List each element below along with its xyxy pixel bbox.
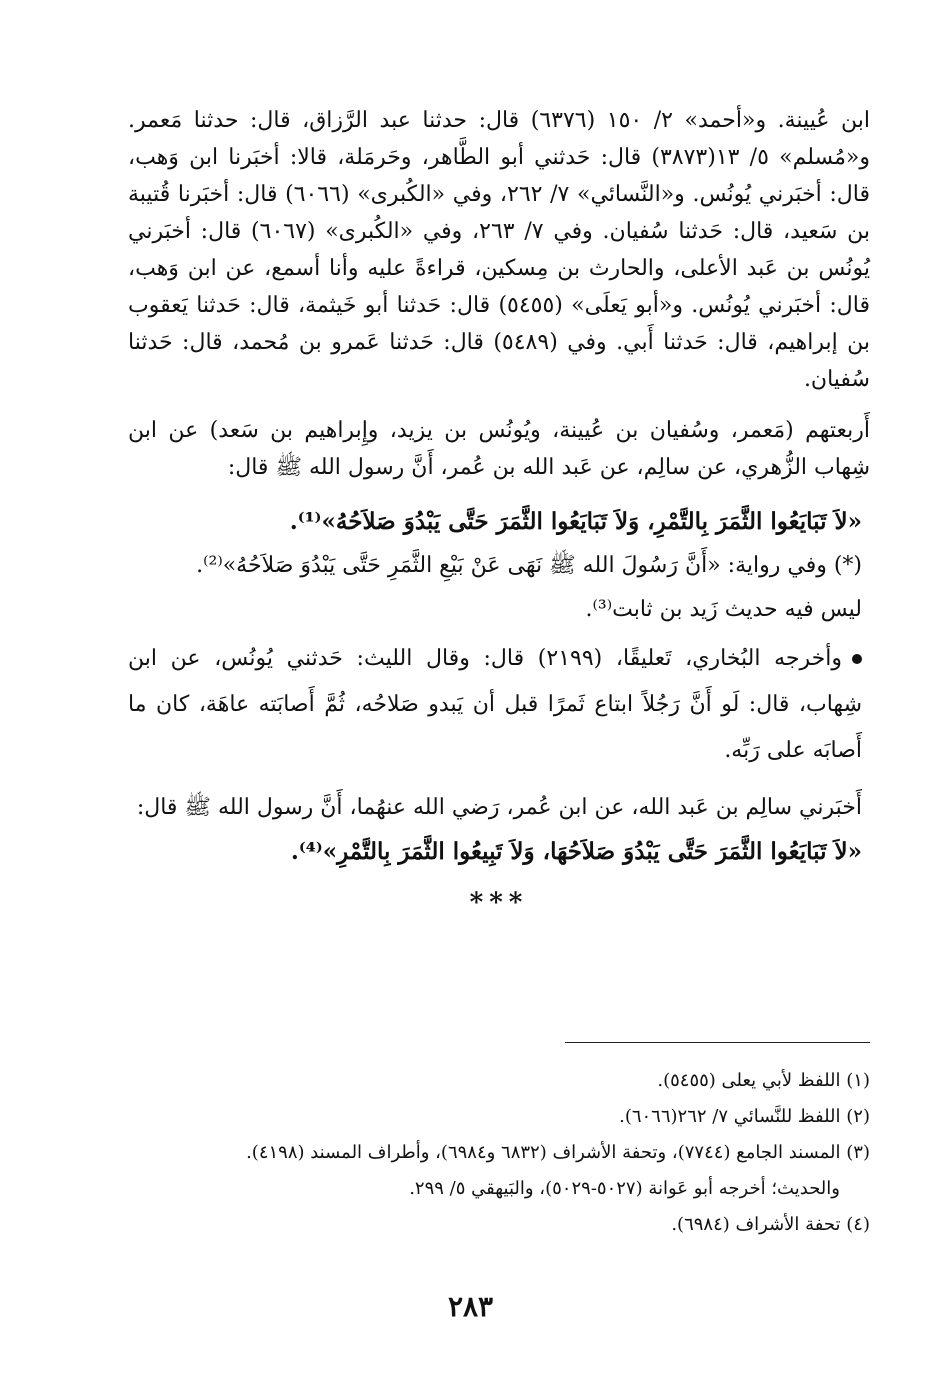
- bukhari-text: وأخرجه البُخاري، تَعليقًا، (٢١٩٩) قال: وقال الليث: حَدثني يُونُس، عن ابن شِهاب، قال: لَو أَنَّ رَجُلاً ابتاع ثَمرًا قبل أن يَبدو صَلاحُه، ثُمَّ أَصابَته عاهَة، كان ما أَصابَه على رَبِّه.: [128, 646, 862, 763]
- isnad-paragraph: ابن عُيينة. و«أحمد» ٢/ ١٥٠ (٦٣٧٦) قال: حدثنا عبد الرَّزاق، قال: حدثنا مَعمر. و«مُسلم» ٥/ ١٣(٣٨٧٣) قال: حَدثني أبو الطَّاهر، وحَرمَلة، قالا: أخبَرنا ابن وَهب، قال: أخبَرني يُونُس. و«النَّسائي» ٧/ ٢٦٢، وفي «الكُبرى» (٦٠٦٦) قال: أخبَرنا قُتيبة بن سَعيد، قال: حَدثنا سُفيان. وفي ٧/ ٢٦٣، وفي «الكُبرى» (٦٠٦٧) قال: أخبَرني يُونُس بن عَبد الأعلى، والحارث بن مِسكين، قراءةً عليه وأنا أسمع، عن ابن وَهب، قال: أخبَرني يُونُس. و«أبو يَعلَى» (٥٤٥٥) قال: حَدثنا أبو خَيثمة، قال: حَدثنا يَعقوب بن إبراهيم، قال: حَدثنا أَبي. وفي (٥٤٨٩) قال: حَدثنا عَمرو بن مُحمد، قال: حَدثنا سُفيان.: [128, 108, 871, 392]
- page-number: ٢٨٣: [447, 1290, 494, 1323]
- hadith-text-2: «لاَ تَبَايَعُوا الثَّمَرَ حَتَّى يَبْدُوَ صَلاَحُهَا، وَلاَ تَبِيعُوا الثَّمَرَ بِالتَّمْرِ»⁽⁴⁾.: [290, 838, 862, 865]
- footnote-3: (٣) المسند الجامع (٧٧٤٤)، وتحفة الأشراف (٦٨٣٢ و٦٩٨٤)، وأطراف المسند (٤١٩٨).: [246, 1142, 870, 1163]
- footnote-separator: [565, 1042, 870, 1043]
- footnote-4: (٤) تحفة الأشراف (٦٩٨٤).: [671, 1214, 870, 1235]
- footnotes: [128, 1064, 870, 1244]
- note-text: ليس فيه حديث زَيد بن ثابت⁽³⁾.: [585, 597, 862, 622]
- footnote-3-continued: والحديث؛ أخرجه أبو عَوانة (٥٠٢٧-٥٠٢٩)، والبَيهقي ٥/ ٢٩٩.: [409, 1178, 840, 1199]
- section-end-stars: ***: [469, 888, 529, 918]
- narrators-paragraph: أَربعتهم (مَعمر، وسُفيان بن عُيينة، ويُونُس بن يزيد، وإِبراهيم بن سَعد) عن ابن شِهاب الزُّهري، عن سالِم، عن عَبد الله بن عُمر، أَنَّ رسول الله ﷺ قال:: [128, 418, 870, 480]
- footnote-1: (١) اللفظ لأبي يعلى (٥٤٥٥).: [657, 1070, 870, 1091]
- bukhari-paragraph: [128, 636, 870, 774]
- hadith-text-1: «لاَ تَبَايَعُوا الثَّمَرَ بِالتَّمْرِ، وَلاَ تَبَايَعُوا الثَّمَرَ حَتَّى يَبْدُوَ صَلاَحُهُ»⁽¹⁾.: [289, 508, 862, 535]
- footnote-2: (٢) اللفظ للنَّسائي ٧/ ٢٦٢(٦٠٦٦).: [619, 1106, 870, 1127]
- akhbarani-text: أَخبَرني سالِم بن عَبد الله، عن ابن عُمر، رَضي الله عنهُما، أَنَّ رسول الله ﷺ قال:: [136, 795, 862, 820]
- riwaya-text: (*) وفي رواية: «أَنَّ رَسُولَ الله ﷺ نَهَى عَنْ بَيْعِ الثَّمَرِ حَتَّى يَبْدُوَ صَلاَحُهُ»⁽²⁾.: [196, 553, 862, 578]
- bullet-icon: [852, 654, 862, 664]
- main-text: [128, 102, 870, 918]
